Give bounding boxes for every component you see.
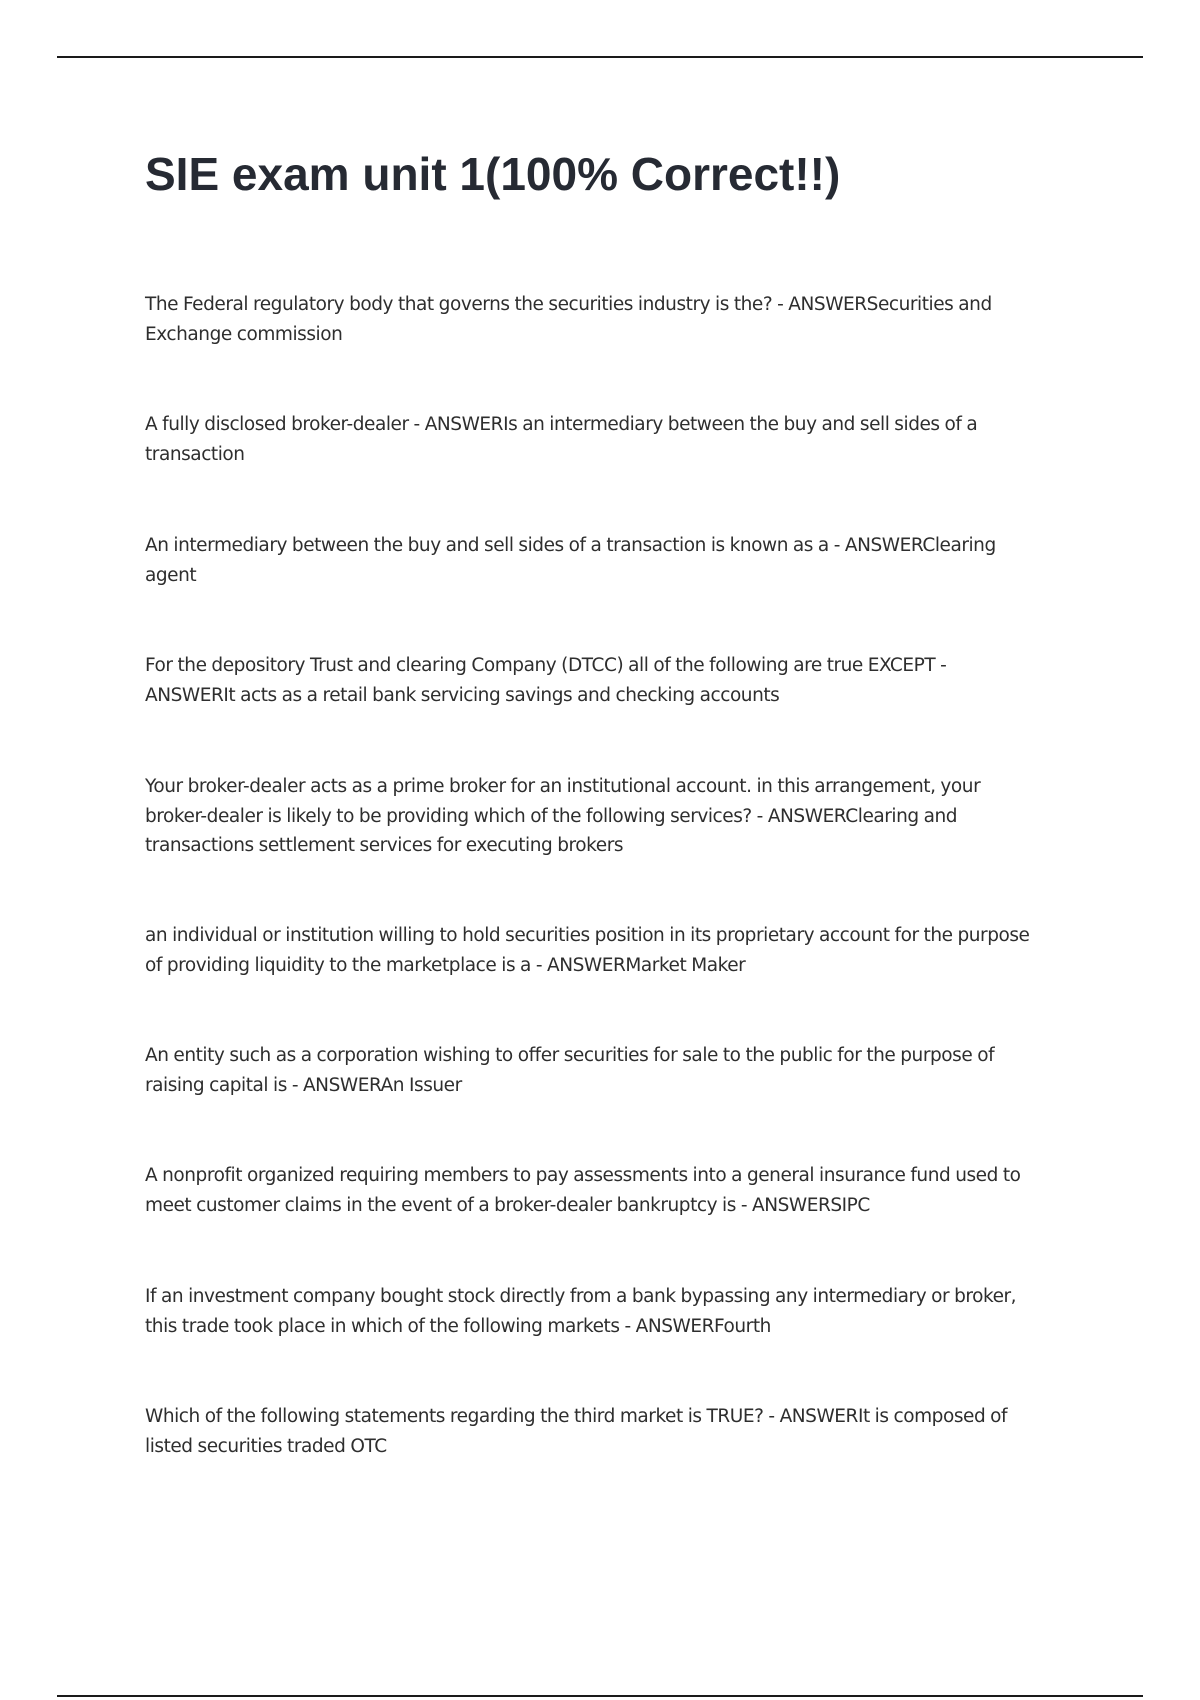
qa-item-6: an individual or institution willing to hold securities position in its proprietary account for the purpose of providing liquidity to the marketplace is a - ANSWERMarket Maker bbox=[145, 925, 1030, 976]
qa-item-7: An entity such as a corporation wishing to offer securities for sale to the public for the purpose of raising capital is - ANSWERAn Issuer bbox=[145, 1045, 995, 1096]
qa-item-4: For the depository Trust and clearing Company (DTCC) all of the following are true EXCEPT - ANSWERIt acts as a retail bank servicing savings and checking accounts bbox=[145, 655, 947, 706]
qa-item-2: A fully disclosed broker-dealer - ANSWERIs an intermediary between the buy and sell sides of a transaction bbox=[145, 414, 978, 465]
qa-item-10: Which of the following statements regarding the third market is TRUE? - ANSWERIt is composed of listed securities traded OTC bbox=[145, 1406, 1008, 1457]
bottom-rule bbox=[57, 1695, 1143, 1697]
page-title: SIE exam unit 1(100% Correct!!) bbox=[145, 148, 841, 200]
qa-item-9: If an investment company bought stock directly from a bank bypassing any intermediary or broker, this trade took place in which of the following markets - ANSWERFourth bbox=[145, 1286, 1017, 1337]
qa-item-8: A nonprofit organized requiring members to pay assessments into a general insurance fund used to meet customer claims in the event of a broker-dealer bankruptcy is - ANSWERSIPC bbox=[145, 1165, 1021, 1216]
top-rule bbox=[57, 56, 1143, 58]
qa-item-5: Your broker-dealer acts as a prime broker for an institutional account. in this arrangement, your broker-dealer is likely to be providing which of the following services? - ANSWERClearing and transactions settlement services for executing brokers bbox=[145, 776, 981, 856]
qa-item-1: The Federal regulatory body that governs the securities industry is the? - ANSWERSecurities and Exchange commission bbox=[145, 294, 992, 345]
qa-item-3: An intermediary between the buy and sell sides of a transaction is known as a - ANSWERClearing agent bbox=[145, 535, 996, 586]
